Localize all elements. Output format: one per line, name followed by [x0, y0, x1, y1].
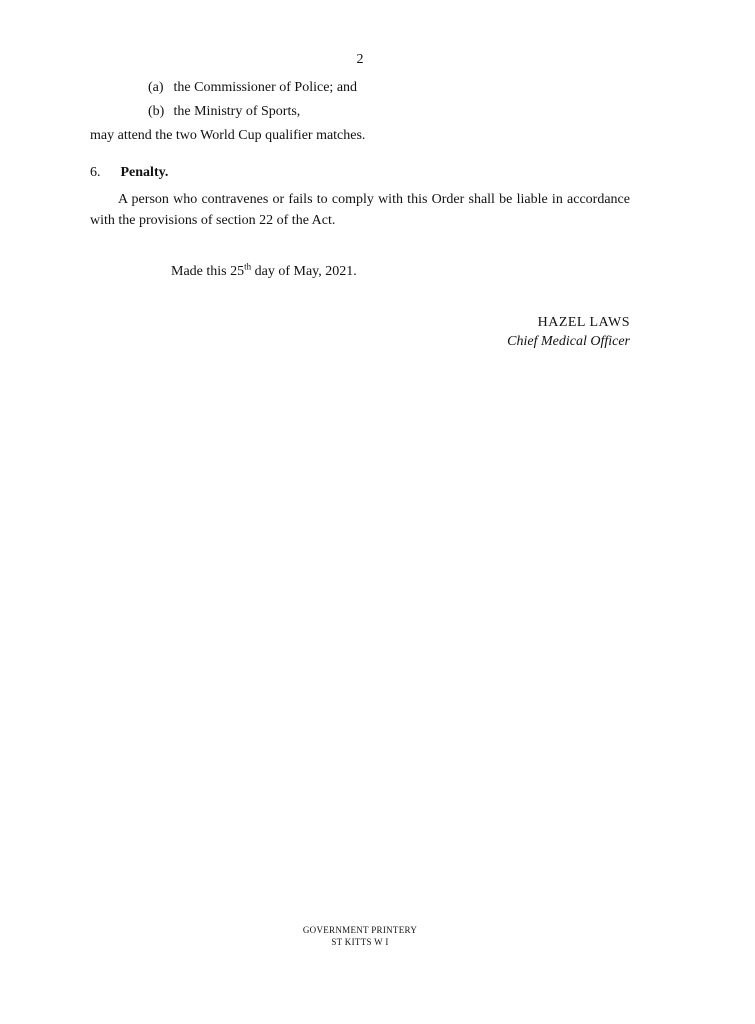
made-prefix: Made this 25 — [171, 264, 245, 279]
page-number: 2 — [356, 52, 364, 67]
footer-line: GOVERNMENT PRINTERY — [302, 925, 418, 935]
section-body: A person who contravenes or fails to comply with this Order shall be liable in accordance with the provisions of section 22 of the Act. — [90, 192, 630, 228]
signature-block — [507, 313, 630, 351]
signatory-name: HAZEL LAWS — [537, 315, 630, 330]
list-item — [148, 80, 357, 96]
signatory-role: Chief Medical Officer — [507, 334, 630, 349]
list-item-marker: (a) — [148, 80, 164, 95]
section-number: 6. — [90, 165, 101, 180]
footer-line: ST KITTS W I — [331, 937, 389, 947]
list-item-marker: (b) — [148, 104, 165, 119]
list-item — [148, 104, 300, 120]
made-date-line — [171, 261, 357, 280]
section-title: Penalty. — [120, 165, 169, 180]
printer-footer — [0, 924, 720, 948]
list-item-text: the Commissioner of Police; and — [173, 80, 358, 95]
continuation-text: may attend the two World Cup qualifier matches. — [90, 128, 366, 143]
made-superscript: th — [244, 261, 252, 272]
section-heading — [90, 165, 168, 181]
list-item-text: the Ministry of Sports, — [173, 104, 301, 119]
made-suffix: day of May, 2021. — [251, 264, 357, 279]
